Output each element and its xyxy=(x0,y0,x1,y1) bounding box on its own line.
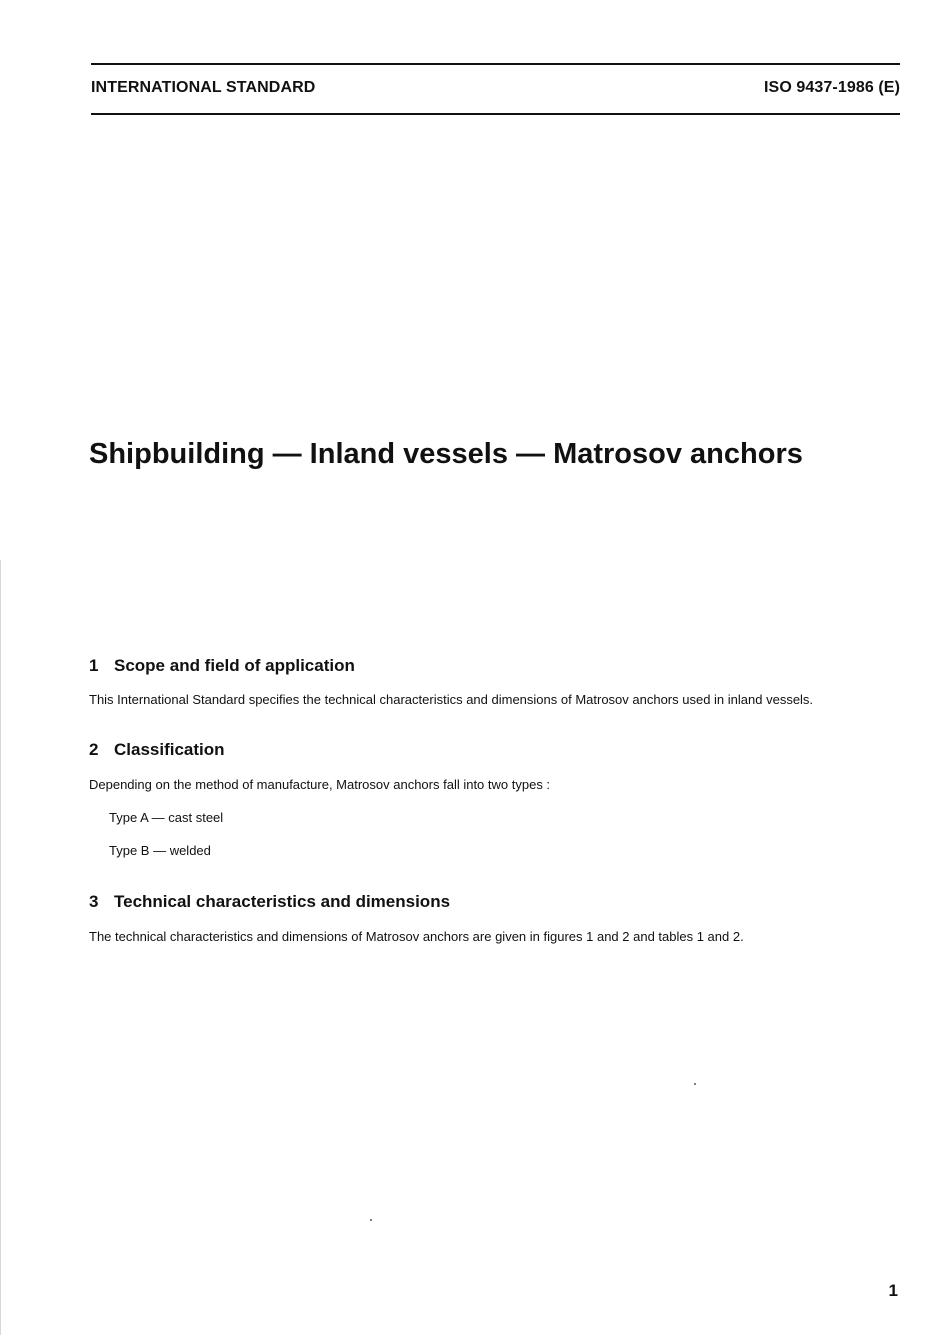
section-heading-text: Technical characteristics and dimensions xyxy=(114,892,451,911)
section-2-paragraph: Depending on the method of manufacture, Matrosov anchors fall into two types : xyxy=(89,777,551,792)
section-number: 3 xyxy=(89,892,99,911)
page-number: 1 xyxy=(888,1281,898,1300)
type-a-item: Type A — cast steel xyxy=(109,810,224,825)
header-standard-label: INTERNATIONAL STANDARD xyxy=(91,79,316,96)
section-number: 1 xyxy=(89,656,99,675)
header-document-number: ISO 9437-1986 (E) xyxy=(764,79,900,96)
section-2-heading xyxy=(89,740,225,760)
section-heading-text: Scope and field of application xyxy=(114,656,355,675)
scan-speck xyxy=(370,1219,372,1221)
scan-speck xyxy=(694,1083,696,1085)
header-bottom-rule xyxy=(91,113,900,115)
section-1-heading xyxy=(89,656,355,676)
header-top-rule xyxy=(91,63,900,65)
section-heading-text: Classification xyxy=(114,740,225,759)
section-number: 2 xyxy=(89,740,99,759)
document-title: Shipbuilding — Inland vessels — Matrosov anchors xyxy=(89,438,803,470)
type-b-item: Type B — welded xyxy=(109,843,211,858)
section-3-paragraph: The technical characteristics and dimensions of Matrosov anchors are given in figures 1 and 2 and tables 1 and 2. xyxy=(89,929,744,944)
scan-edge-line xyxy=(0,560,1,1335)
section-1-paragraph: This International Standard specifies the technical characteristics and dimensions of Matrosov anchors used in inland vessels. xyxy=(89,692,814,707)
section-3-heading xyxy=(89,892,450,912)
